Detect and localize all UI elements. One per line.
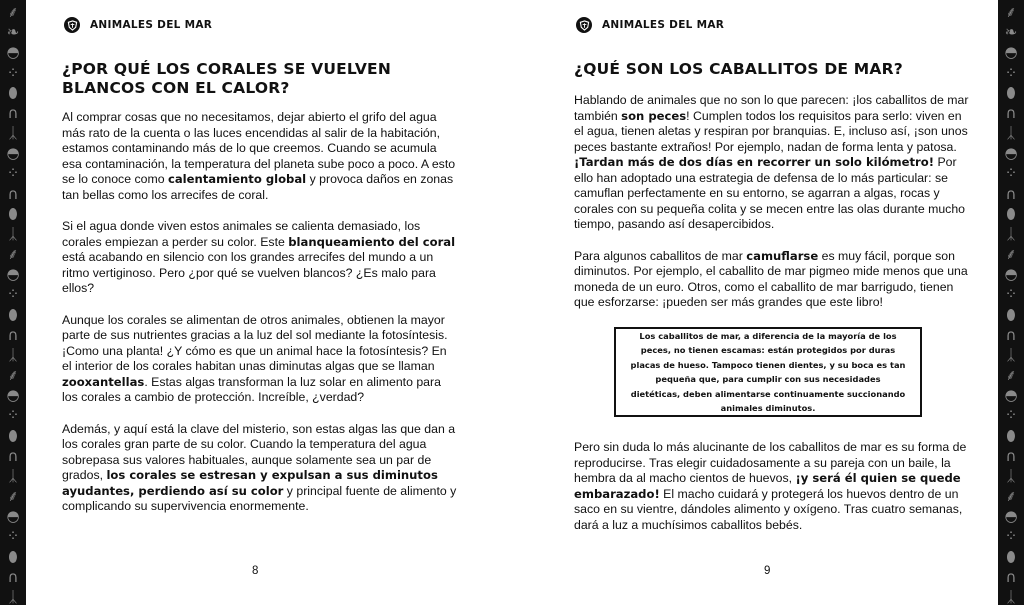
- footprint-icon: ⬮: [1006, 84, 1016, 102]
- paw-icon: ⁘: [1004, 406, 1018, 424]
- branch-icon: ᛣ: [1006, 124, 1016, 142]
- branch-icon: ᛣ: [8, 124, 18, 142]
- branch-icon: ᛣ: [8, 225, 18, 243]
- branch-icon: ᛣ: [8, 588, 18, 605]
- seaweed-icon: ⸙: [7, 366, 19, 384]
- paw-icon: ⁘: [1004, 64, 1018, 82]
- footprint-icon: ⬮: [1006, 427, 1016, 445]
- branch-icon: ᛣ: [1006, 225, 1016, 243]
- arch-icon: ∩: [7, 447, 19, 465]
- running-head: [64, 17, 212, 33]
- shell-icon: ◓: [1004, 507, 1018, 525]
- fish-icon: ❧: [6, 23, 20, 41]
- shield-logo-icon: [64, 17, 80, 33]
- running-head-title: ANIMALES DEL MAR: [90, 19, 213, 31]
- fact-box: Los caballitos de mar, a diferencia de la mayoría de los peces, no tienen escamas: están protegidos por duras placas de hueso. Tampoco tienen dientes, y su boca es tan pequeña que, para cumplir con sus necesidades dietéticas, deben alimentarse continuamente succionando animales diminutos.: [614, 327, 922, 417]
- page-heading: ¿QUÉ SON LOS CABALLITOS DE MAR?: [574, 60, 903, 78]
- seaweed-icon: ⸙: [1005, 487, 1017, 505]
- seaweed-icon: ⸙: [1005, 245, 1017, 263]
- footprint-icon: ⬮: [1006, 205, 1016, 223]
- page-heading: ¿POR QUÉ LOS CORALES SE VUELVEN BLANCOS CON EL CALOR?: [62, 60, 391, 97]
- shell-icon: ◓: [1004, 265, 1018, 283]
- shell-icon: ◓: [6, 386, 20, 404]
- seaweed-icon: ⸙: [1005, 366, 1017, 384]
- paw-icon: ⁘: [6, 164, 20, 182]
- page-number: 9: [764, 565, 771, 577]
- arch-icon: ∩: [1005, 568, 1017, 586]
- footprint-icon: ⬮: [8, 84, 18, 102]
- paw-icon: ⁘: [1004, 285, 1018, 303]
- branch-icon: ᛣ: [1006, 588, 1016, 605]
- paw-icon: ⁘: [6, 527, 20, 545]
- shell-icon: ◓: [1004, 386, 1018, 404]
- paragraph: Pero sin duda lo más alucinante de los caballitos de mar es su forma de reproducirse. Tras elegir cuidadosamente a su pareja con un baile, la hembra da al macho cientos de huevos, ¡y será él quien se quede embarazado! El macho cuidará y protegerá los huevos dentro de un saco en su vientre, dándoles alimento y oxígeno. Tras cuatro semanas, dará a luz a muchísimos caballitos bebés.: [574, 440, 967, 532]
- arch-icon: ∩: [7, 568, 19, 586]
- page-right: [512, 0, 998, 605]
- branch-icon: ᛣ: [1006, 467, 1016, 485]
- paw-icon: ⁘: [6, 64, 20, 82]
- paw-icon: ⁘: [1004, 164, 1018, 182]
- footprint-icon: ⬮: [8, 205, 18, 223]
- shell-icon: ◓: [6, 43, 20, 61]
- seaweed-icon: ⸙: [7, 3, 19, 21]
- paragraph: Hablando de animales que no son lo que parecen: ¡los caballitos de mar también son peces! Cumplen todos los requisitos para serlo: viven en el agua, tienen aletas y respiran por branquias. E, incluso así, ¡son unos peces bastante extraños! Por ejemplo, nadan de forma lenta y patosa. ¡Tardan más de dos días en recorrer un solo kilómetro! Por ello han adoptado una estrategia de defensa de lo más particular: se camuflan perfectamente en su entorno, se agarran a algas, rocas y corales con su pequeña colita y se mecen entre las olas durante mucho tiempo, pasando así desapercibidos.: [574, 93, 969, 231]
- footprint-icon: ⬮: [8, 306, 18, 324]
- arch-icon: ∩: [7, 185, 19, 203]
- paragraph: Además, y aquí está la clave del misterio, son estas algas las que dan a los corales gran parte de su color. Cuando la temperatura del agua sobrepasa sus valores habituales, aunque solamente sea un par de grados, los corales se estresan y expulsan a sus diminutos ayudantes, perdiendo así su color y principal fuente de alimento y complicando su supervivencia enormemente.: [62, 421, 457, 513]
- paw-icon: ⁘: [6, 406, 20, 424]
- footprint-icon: ⬮: [8, 548, 18, 566]
- seaweed-icon: ⸙: [1005, 3, 1017, 21]
- arch-icon: ∩: [1005, 185, 1017, 203]
- shell-icon: ◓: [6, 144, 20, 162]
- shell-icon: ◓: [6, 265, 20, 283]
- branch-icon: ᛣ: [8, 467, 18, 485]
- shell-icon: ◓: [1004, 43, 1018, 61]
- footprint-icon: ⬮: [1006, 306, 1016, 324]
- body-text: [62, 110, 458, 531]
- paragraph: Si el agua donde viven estos animales se calienta demasiado, los corales empiezan a perder su color. Este blanqueamiento del coral está acabando en silencio con los grandes arrecifes del mundo a un ritmo vertiginoso. Pero ¿por qué se vuelven blancos? ¿Es malo para ellos?: [62, 219, 456, 295]
- body-text-lower: [574, 440, 974, 549]
- footprint-icon: ⬮: [1006, 548, 1016, 566]
- paw-icon: ⁘: [6, 285, 20, 303]
- branch-icon: ᛣ: [1006, 346, 1016, 364]
- paragraph: Al comprar cosas que no necesitamos, dejar abierto el grifo del agua más rato de la cuenta o las luces encendidas al salir de la habitación, estamos contaminando más de lo que creemos. Cuando se acumula esa contaminación, la temperatura del planeta sube poco a poco. A esto se lo conoce como calentamiento global y provoca daños en zonas tan bellas como los arrecifes de coral.: [62, 110, 456, 202]
- decorative-border-left: [0, 0, 26, 605]
- running-head: [576, 17, 724, 33]
- arch-icon: ∩: [1005, 104, 1017, 122]
- page-number: 8: [252, 565, 259, 577]
- fish-icon: ❧: [1004, 23, 1018, 41]
- paw-icon: ⁘: [1004, 527, 1018, 545]
- arch-icon: ∩: [7, 104, 19, 122]
- decorative-border-right: [998, 0, 1024, 605]
- paragraph: Aunque los corales se alimentan de otros animales, obtienen la mayor parte de sus nutrientes gracias a la luz del sol mediante la fotosíntesis. ¡Como una planta! ¿Y cómo es que un animal hace la fotosíntesis? En el interior de los corales habitan unas diminutas algas que se llaman zooxantellas. Estas algas transforman la luz solar en alimento para los corales a cambio de protección. Increíble, ¿verdad?: [62, 312, 448, 404]
- arch-icon: ∩: [1005, 326, 1017, 344]
- shield-logo-icon: [576, 17, 592, 33]
- seaweed-icon: ⸙: [7, 487, 19, 505]
- branch-icon: ᛣ: [8, 346, 18, 364]
- footprint-icon: ⬮: [8, 427, 18, 445]
- page-left: [26, 0, 512, 605]
- paragraph: Para algunos caballitos de mar camuflarse es muy fácil, porque son diminutos. Por ejemplo, el caballito de mar pigmeo mide menos que una moneda de un euro. Otros, como el caballito de mar barrigudo, tienen que esforzarse: ¡pueden ser más grandes que este libro!: [574, 248, 968, 309]
- shell-icon: ◓: [1004, 144, 1018, 162]
- shell-icon: ◓: [6, 507, 20, 525]
- body-text: [574, 93, 974, 327]
- arch-icon: ∩: [1005, 447, 1017, 465]
- arch-icon: ∩: [7, 326, 19, 344]
- running-head-title: ANIMALES DEL MAR: [602, 19, 725, 31]
- seaweed-icon: ⸙: [7, 245, 19, 263]
